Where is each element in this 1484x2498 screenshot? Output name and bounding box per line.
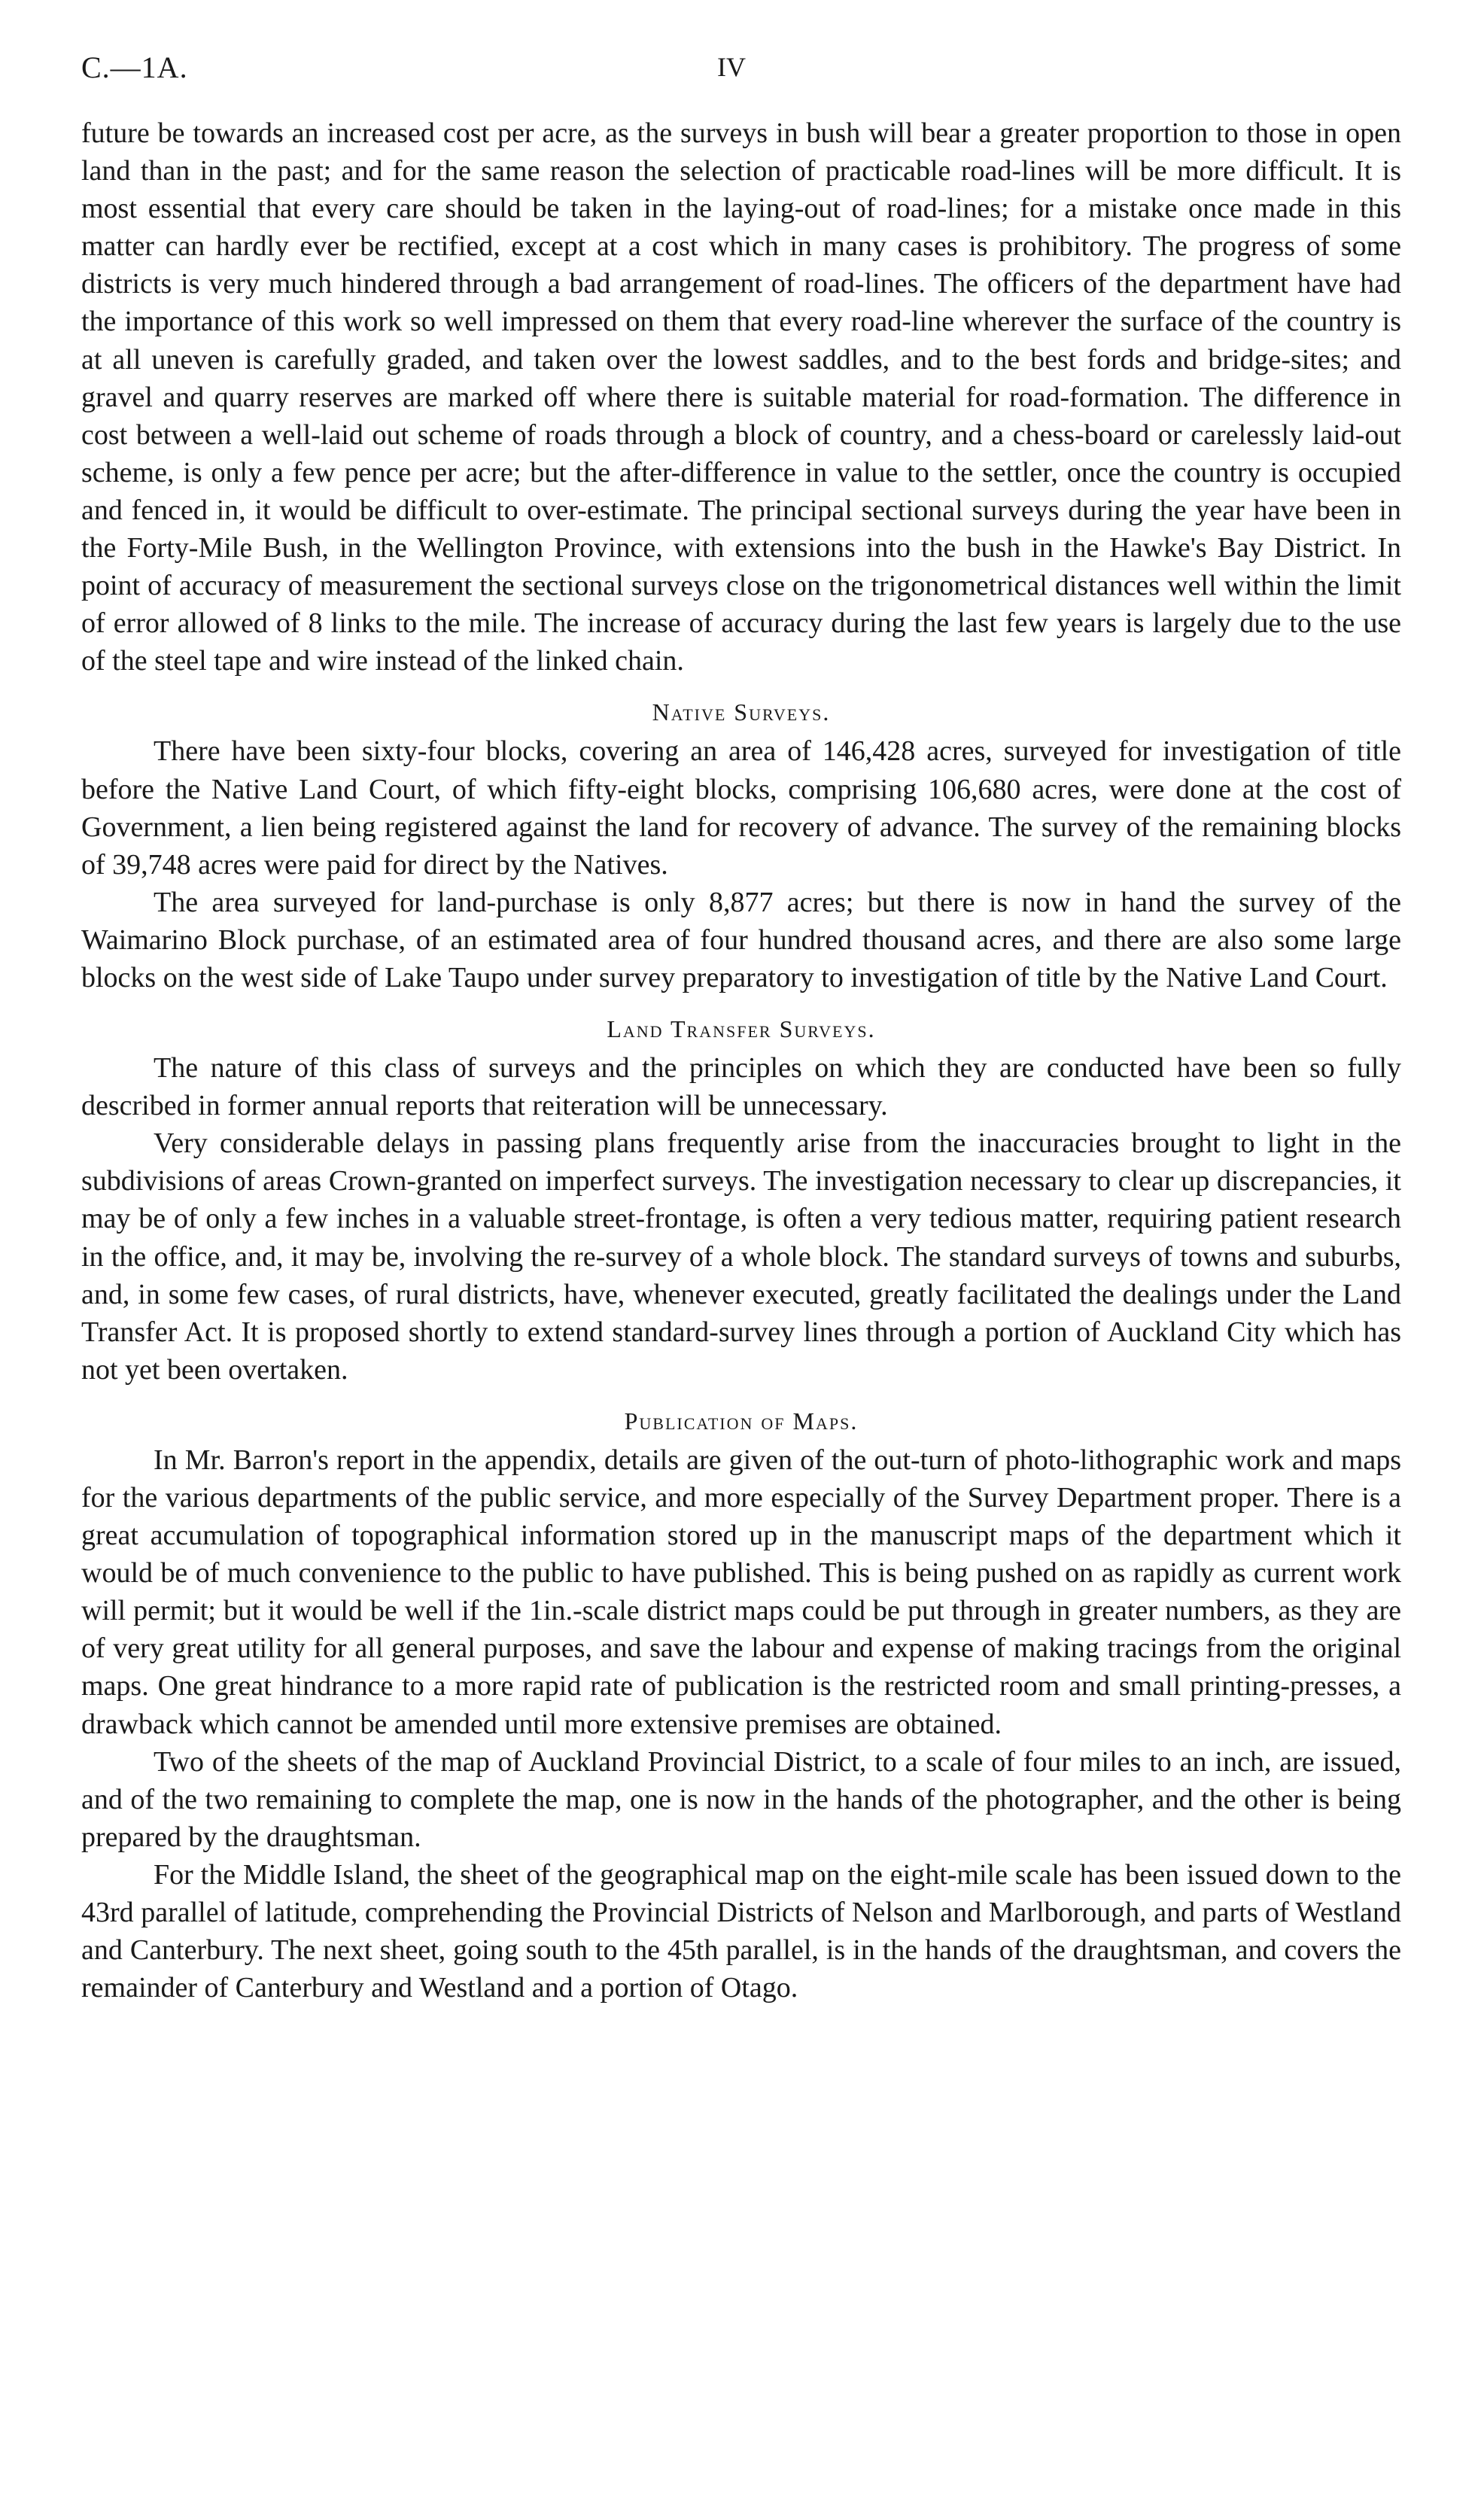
- section-publication-of-maps: [81, 1404, 1401, 2007]
- document-reference: C.—1A.: [81, 50, 188, 84]
- paragraph: In Mr. Barron's report in the appendix, details are given of the out-turn of photo-lithographic work and maps for the various departments of the public service, and more especially of the Survey Department proper. There is a great accumulation of topographical information stored up in the manuscript maps of the department which it would be of much convenience to the public to have published. This is being pushed on as rapidly as current work will permit; but it would be well if the 1in.-scale district maps could be put through in greater numbers, as they are of very great utility for all general purposes, and save the labour and expense of making tracings from the original maps. One great hindrance to a more rapid rate of publication is the restricted room and small printing-presses, a drawback which cannot be amended until more extensive premises are obtained.: [81, 1444, 1401, 1740]
- paragraph: The area surveyed for land-purchase is only 8,877 acres; but there is now in hand the survey of the Waimarino Block purchase, of an estimated area of four hundred thousand acres, and there are also some large blocks on the west side of Lake Taupo under survey preparatory to investigation of title by the Native Land Court.: [81, 886, 1401, 993]
- document-page: [81, 44, 1401, 2007]
- paragraph: Very considerable delays in passing plans frequently arise from the inaccuracies brought to light in the subdivisions of areas Crown-granted on imperfect surveys. The investigation necessary to clear up discrepancies, it may be of only a few inches in a valuable street-frontage, is often a very tedious matter, requiring patient research in the office, and, it may be, involving the re-survey of a whole block. The standard surveys of towns and suburbs, and, in some few cases, of rural districts, have, whenever executed, greatly facilitated the dealings under the Land Transfer Act. It is proposed shortly to extend standard-survey lines through a portion of Auckland City which has not yet been overtaken.: [81, 1127, 1401, 1386]
- paragraph: There have been sixty-four blocks, covering an area of 146,428 acres, surveyed for investigation of title before the Native Land Court, of which fifty-eight blocks, comprising 106,680 acres, were done at the cost of Government, a lien being registered against the land for recovery of advance. The survey of the remaining blocks of 39,748 acres were paid for direct by the Natives.: [81, 735, 1401, 881]
- page-number: IV: [717, 52, 746, 82]
- running-head: [81, 44, 1401, 96]
- section-heading-publication-of-maps: Publication of Maps.: [624, 1407, 859, 1435]
- section-native-surveys: [81, 695, 1401, 996]
- body-text: [81, 114, 1401, 2007]
- paragraph-intro: future be towards an increased cost per acre, as the surveys in bush will bear a greater proportion to those in open land than in the past; and for the same reason the selection of practicable road-lines will be more difficult. It is most essential that every care should be taken in the laying-out of road-lines; for a mistake once made in this matter can hardly ever be rectified, except at a cost which in many cases is prohibitory. The progress of some districts is very much hindered through a bad arrangement of road-lines. The officers of the department have had the importance of this work so well impressed on them that every road-line wherever the surface of the country is at all uneven is carefully graded, and taken over the lowest saddles, and to the best fords and bridge-sites; and gravel and quarry reserves are marked off where there is suitable material for road-formation. The difference in cost between a well-laid out scheme of roads through a block of country, and a chess-board or carelessly laid-out scheme, is only a few pence per acre; but the after-difference in value to the settler, once the country is occupied and fenced in, it would be difficult to over-estimate. The principal sectional surveys during the year have been in the Forty-Mile Bush, in the Wellington Province, with extensions into the bush in the Hawke's Bay District. In point of accuracy of measurement the sectional surveys close on the trigonometrical distances well within the limit of error allowed of 8 links to the mile. The increase of accuracy during the last few years is largely due to the use of the steel tape and wire instead of the linked chain.: [81, 117, 1401, 677]
- section-land-transfer-surveys: [81, 1012, 1401, 1389]
- paragraph: For the Middle Island, the sheet of the geographical map on the eight-mile scale has been issued down to the 43rd parallel of latitude, comprehending the Provincial Districts of Nelson and Marlborough, and parts of Westland and Canterbury. The next sheet, going south to the 45th parallel, is in the hands of the draughtsman, and covers the remainder of Canterbury and Westland and a portion of Otago.: [81, 1858, 1401, 2004]
- paragraph: Two of the sheets of the map of Auckland Provincial District, to a scale of four miles to an inch, are issued, and of the two remaining to complete the map, one is now in the hands of the photographer, and the other is being prepared by the draughtsman.: [81, 1745, 1401, 1853]
- section-heading-land-transfer-surveys: Land Transfer Surveys.: [607, 1015, 876, 1043]
- paragraph: The nature of this class of surveys and the principles on which they are conducted have been so fully described in former annual reports that reiteration will be unnecessary.: [81, 1052, 1401, 1122]
- section-heading-native-surveys: Native Surveys.: [652, 698, 831, 726]
